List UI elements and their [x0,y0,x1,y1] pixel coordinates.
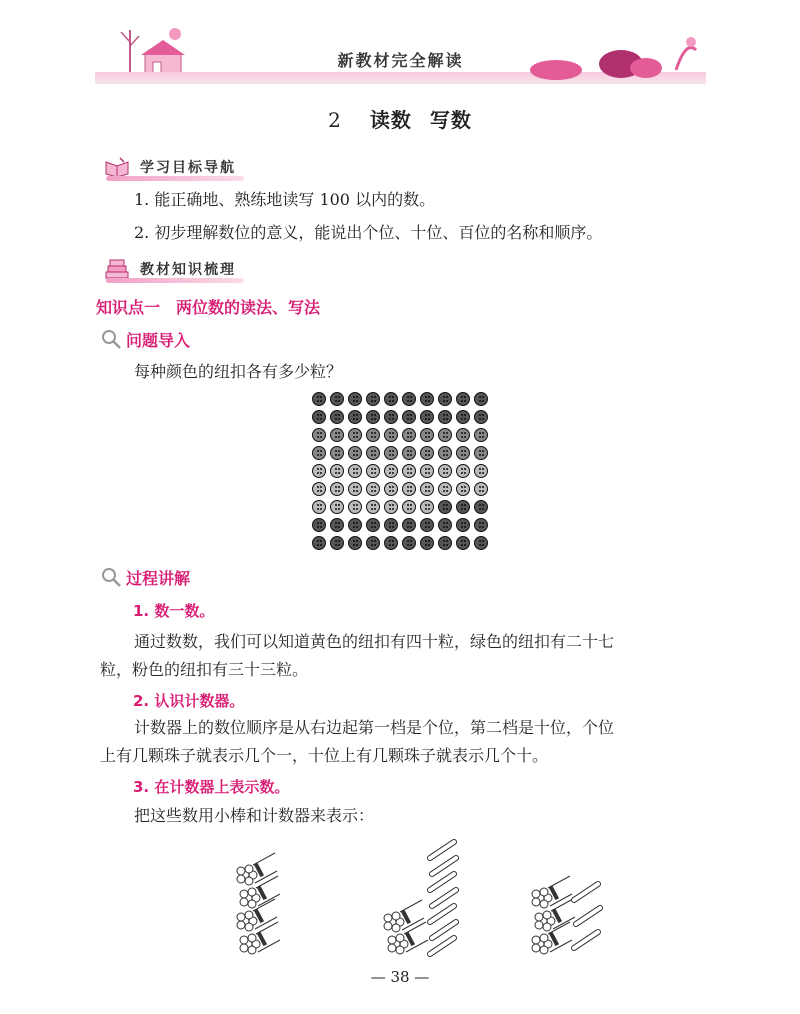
plants-decoration-icon [526,30,706,80]
button-dot [456,500,470,514]
button-dot [366,536,380,550]
button-dot [330,500,344,514]
button-row [310,462,490,480]
button-dot [384,536,398,550]
process-heading-label: 过程讲解 [126,568,191,588]
button-dot [402,500,416,514]
button-dot [474,536,488,550]
section-title-b: 写数 [429,108,472,132]
button-row [310,426,490,444]
button-dot [456,482,470,496]
button-dot [474,410,488,424]
button-dot [366,428,380,442]
step-3-title: 3. 在计数器上表示数。 [133,778,290,796]
button-dot [438,482,452,496]
button-dot [456,392,470,406]
button-dot [330,392,344,406]
button-dot [474,500,488,514]
header-title: 新教材完全解读 [337,51,464,70]
button-dot [330,482,344,496]
button-dot [420,428,434,442]
button-dot [456,464,470,478]
button-dot [366,518,380,532]
button-dot [474,482,488,496]
button-dot [330,464,344,478]
button-dot [420,392,434,406]
button-dot [366,482,380,496]
button-dot [402,392,416,406]
button-dot [384,500,398,514]
sticks-illustration [210,830,610,960]
button-row [310,480,490,498]
button-dot [438,410,452,424]
button-dot [366,464,380,478]
button-dot [348,518,362,532]
button-row [310,444,490,462]
button-dot [384,446,398,460]
button-dot [348,464,362,478]
button-dot [438,518,452,532]
button-dot [330,518,344,532]
button-dot [330,410,344,424]
magnifier-icon [100,328,124,350]
button-dot [384,428,398,442]
button-dot [312,392,326,406]
section-number: 2 [328,108,342,132]
button-dot [312,410,326,424]
button-dot [312,536,326,550]
books-stack-icon [104,258,130,280]
goals-tag [104,156,240,178]
button-dot [402,464,416,478]
magnifier-icon [100,566,124,588]
button-row [310,534,490,552]
step-2-text-b: 上有几颗珠子就表示几个一，十位上有几颗珠子就表示几个十。 [100,746,549,765]
button-row [310,408,490,426]
step-2-title: 2. 认识计数器。 [133,692,245,710]
step-1-text-a: 通过数数，我们可以知道黄色的纽扣有四十粒，绿色的纽扣有二十七 [134,632,615,651]
button-dot [384,518,398,532]
section-title-a: 读数 [369,108,412,132]
button-row [310,498,490,516]
button-dot [312,518,326,532]
button-dot [438,464,452,478]
button-dot [348,446,362,460]
process-heading [100,566,190,588]
button-dot [330,536,344,550]
button-dot [366,410,380,424]
button-dot [420,518,434,532]
goal-item-1: 1. 能正确地、熟练地读写 100 以内的数。 [134,190,436,209]
button-dot [348,482,362,496]
page-number: — 38 — [370,968,430,986]
button-dot [420,500,434,514]
book-open-icon [104,156,130,178]
button-dot [312,464,326,478]
button-dot [402,410,416,424]
button-dot [384,392,398,406]
button-dot [348,410,362,424]
button-dot [348,500,362,514]
button-dot [456,428,470,442]
button-dot [474,464,488,478]
button-dot [438,428,452,442]
button-dot [312,428,326,442]
button-dot [366,500,380,514]
button-dot [420,410,434,424]
intro-question: 每种颜色的纽扣各有多少粒？ [134,362,343,381]
knowledge-point-title: 知识点一 两位数的读法、写法 [96,298,321,317]
button-dot [420,536,434,550]
goals-tag-label: 学习目标导航 [136,157,240,177]
button-dot [402,446,416,460]
button-dot [474,518,488,532]
button-dot [420,482,434,496]
button-row [310,516,490,534]
button-dot [456,518,470,532]
button-dot [474,446,488,460]
button-dot [312,500,326,514]
page-header [95,20,706,90]
button-dot [420,464,434,478]
button-dot [384,482,398,496]
button-dot [366,446,380,460]
button-dot [330,446,344,460]
intro-heading [100,328,190,350]
step-2-text-a: 计数器上的数位顺序是从右边起第一档是个位，第二档是十位，个位 [134,718,615,737]
button-dot [312,482,326,496]
intro-heading-label: 问题导入 [126,330,191,350]
button-dot [402,482,416,496]
button-dot [312,446,326,460]
knowledge-tag [104,258,240,280]
goal-item-2: 2. 初步理解数位的意义，能说出个位、十位、百位的名称和顺序。 [134,223,603,242]
button-dot [384,410,398,424]
button-dot [456,410,470,424]
button-dot [420,446,434,460]
button-dot [348,428,362,442]
button-dot [438,392,452,406]
step-3-text: 把这些数用小棒和计数器来表示： [134,806,375,825]
knowledge-tag-label: 教材知识梳理 [136,259,240,279]
button-dot [402,428,416,442]
button-dot [348,392,362,406]
button-dot [348,536,362,550]
button-dot [438,500,452,514]
step-1-text-b: 粒，粉色的纽扣有三十三粒。 [100,660,309,679]
section-title [0,104,800,133]
button-dot [456,536,470,550]
button-dot [474,392,488,406]
buttons-grid [310,390,490,552]
button-row [310,390,490,408]
button-dot [366,392,380,406]
step-1-title: 1. 数一数。 [133,602,215,620]
button-dot [456,446,470,460]
button-dot [384,464,398,478]
button-dot [402,536,416,550]
button-dot [330,428,344,442]
button-dot [438,446,452,460]
button-dot [402,518,416,532]
button-dot [438,536,452,550]
button-dot [474,428,488,442]
